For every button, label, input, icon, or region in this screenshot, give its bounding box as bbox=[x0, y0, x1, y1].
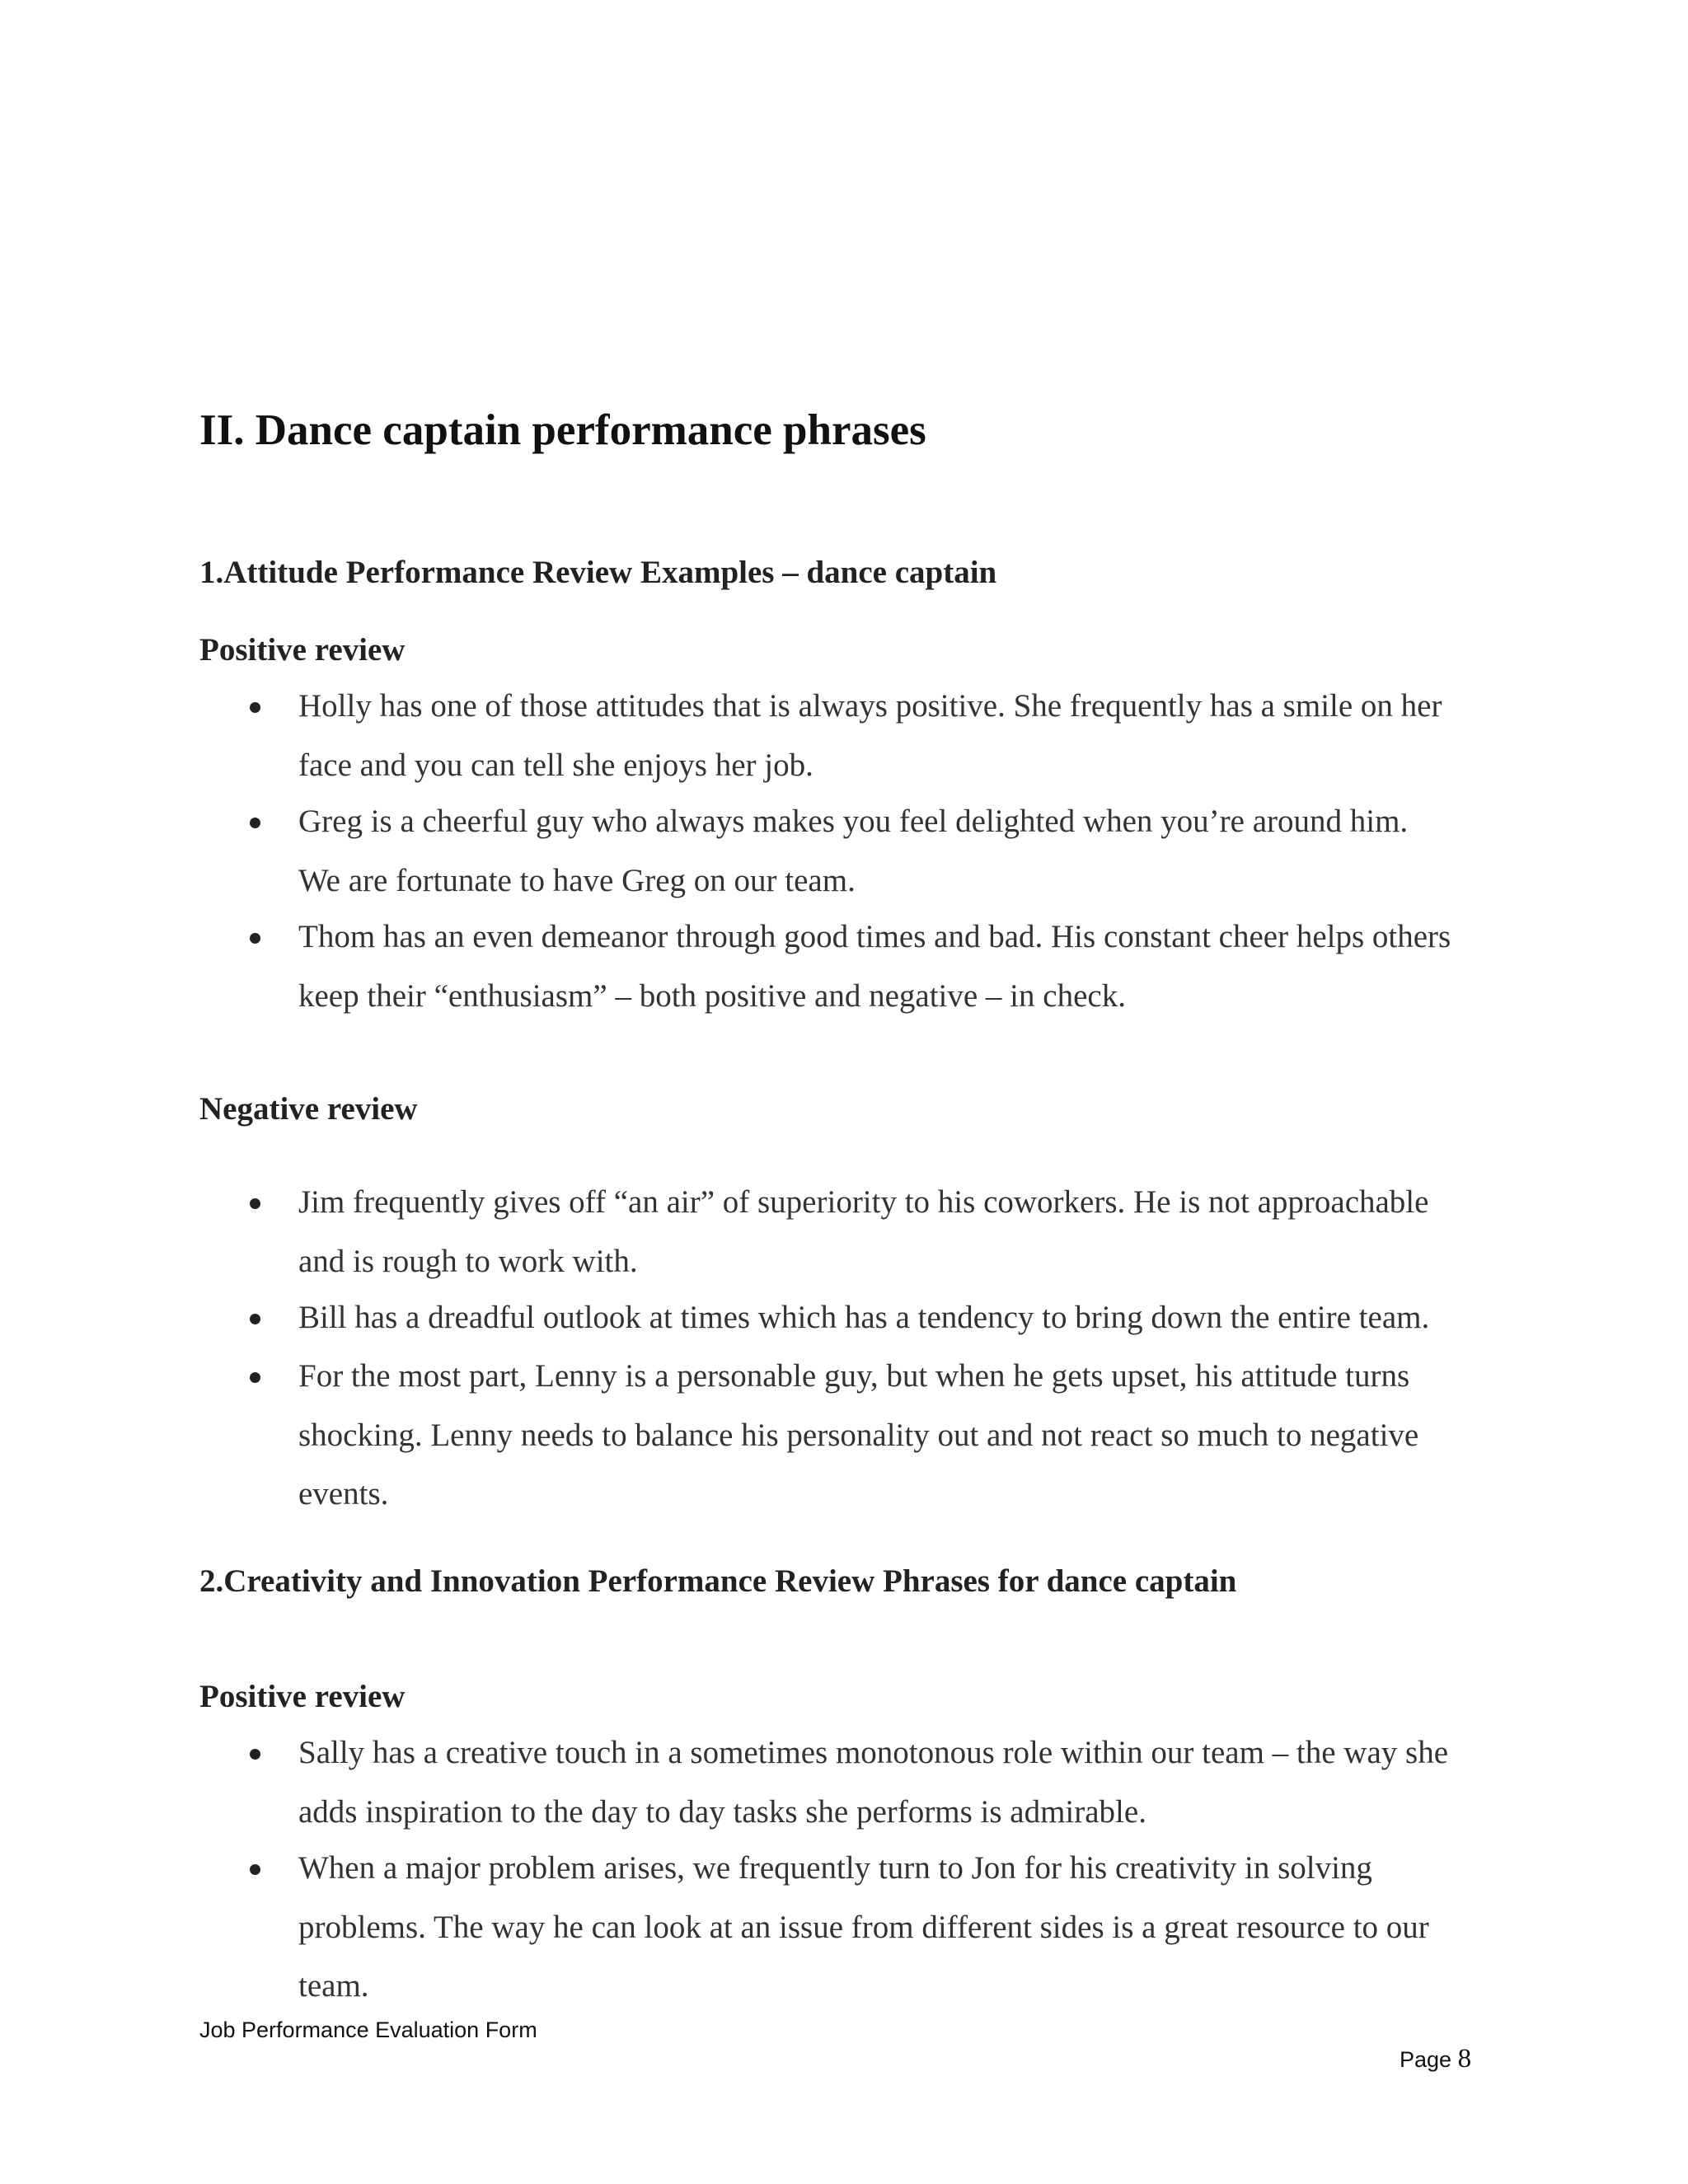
bullet-icon bbox=[250, 1314, 260, 1324]
page-number-value: 8 bbox=[1457, 2044, 1472, 2074]
bullet-icon bbox=[250, 702, 260, 713]
document-page: II. Dance captain performance phrases 1.Attitude Performance Review Examples – dance captain Positive review Holly has one of those attitudes that is always positive. She frequently has a smile on her face and you can tell she enjoys her job. Greg is a cheerful guy who always makes you feel delighted when you’re around him. We are fortunate to have Greg on our team. Thom has an even demeanor through good times and bad. His constant cheer helps others keep their “enthusiasm” – both positive and negative – in check. Negative review Jim frequently gives off “an air” of superiority to his coworkers. He is not approachable and is rough to work with. Bill has a dreadful outlook at times which has a tendency to bring down the entire team. For the most part, Lenny is a personable guy, but when he gets upset, his attitude turns shocking. Lenny needs to balance his personality out and not react so much to negative events. 2.Creativity and Innovation Performance Review Phrases for dance captain Positive review Sally has a creative touch in a sometimes monotonous role within our team – the way she adds inspiration to the day to day tasks she performs is admirable. When a major problem arises, we frequently turn to Jon for his creativity in solving problems. The way he can look at an issue from different sides is a great resource to our team. Job Performance Evaluation Form Page 8 bbox=[199, 406, 1472, 2074]
positive-review-heading: Positive review bbox=[199, 632, 406, 668]
bullet-icon bbox=[250, 1198, 260, 1209]
positive-review-heading: Positive review bbox=[199, 1679, 406, 1714]
bullet-icon bbox=[250, 818, 260, 828]
section-heading-creativity: 2.Creativity and Innovation Performance Review Phrases for dance captain bbox=[199, 1563, 1237, 1599]
bullet-icon bbox=[250, 933, 260, 944]
page-label: Page bbox=[1400, 2047, 1452, 2072]
negative-review-heading: Negative review bbox=[199, 1091, 418, 1127]
bullet-icon bbox=[250, 1864, 260, 1875]
footer-form-title: Job Performance Evaluation Form bbox=[199, 2018, 537, 2042]
section-heading-attitude: 1.Attitude Performance Review Examples – dance captain bbox=[199, 555, 997, 590]
bullet-icon bbox=[250, 1372, 260, 1383]
bullet-icon bbox=[250, 1749, 260, 1760]
page-number bbox=[1400, 2044, 1471, 2074]
page-title: II. Dance captain performance phrases bbox=[199, 406, 926, 454]
